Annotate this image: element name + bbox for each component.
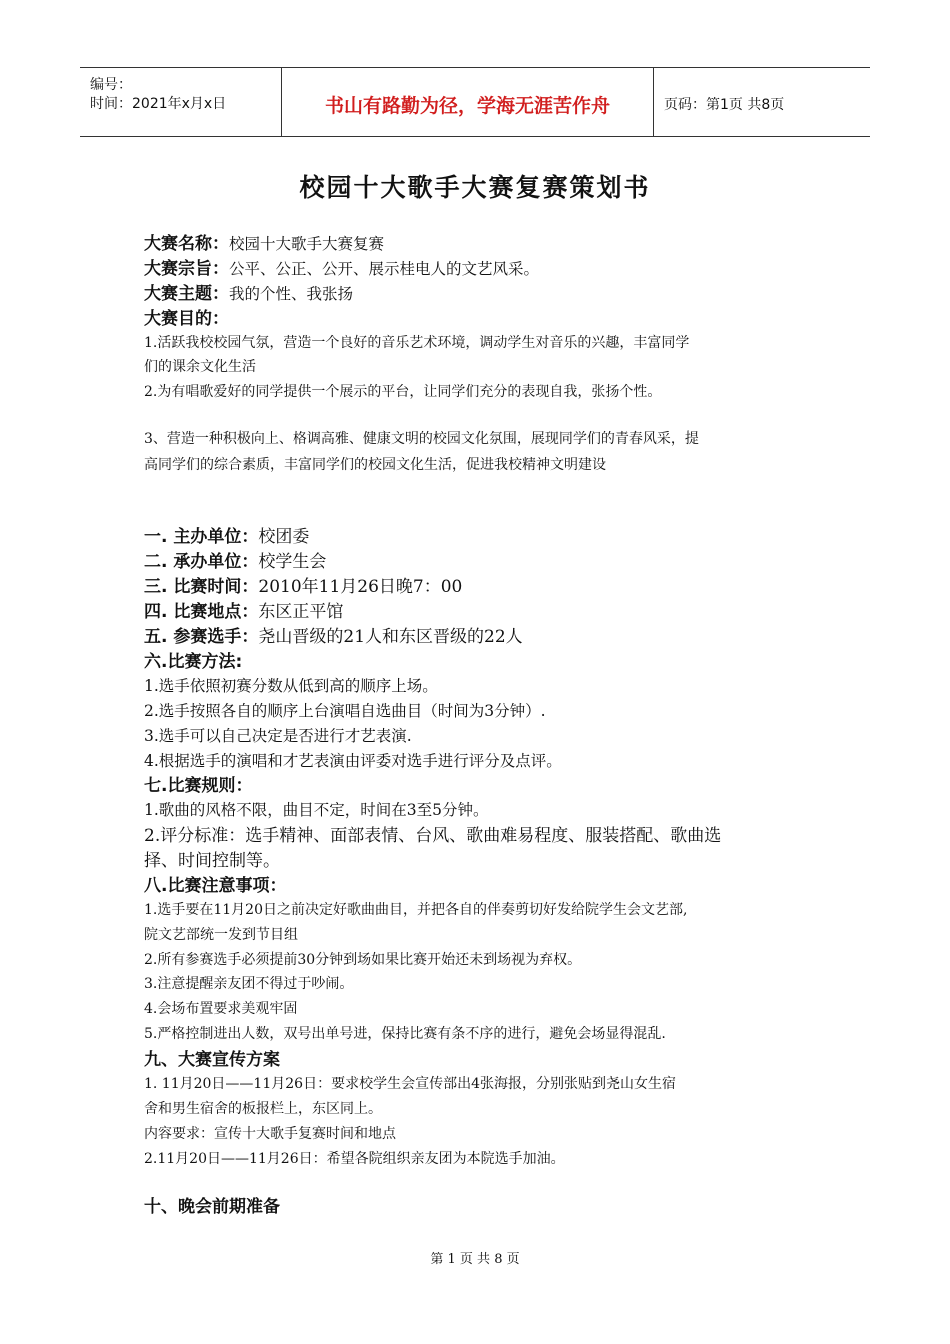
goal-1-line-b: 们的课余文化生活 (144, 359, 256, 375)
header-left-cell (80, 68, 282, 136)
section-8-item-1a: 1.选手要在11月20日之前决定好歌曲曲目，并把各自的伴奏剪切好发给院学生会文艺部, (144, 902, 688, 918)
section-6-item-2: 2.选手按照各自的顺序上台演唱自选曲目（时间为3分钟）. (144, 702, 546, 720)
document-number-label: 编号： (90, 77, 132, 93)
section-7-heading: 七.比赛规则： (144, 776, 253, 796)
section-3-value: 2010年11月26日晚7：00 (258, 577, 463, 597)
intro-name-line (144, 236, 384, 253)
section-4-label: 四. 比赛地点： (144, 602, 259, 622)
section-3-label: 三. 比赛时间： (144, 577, 259, 597)
section-9-content: 内容要求：宣传十大歌手复赛时间和地点 (144, 1126, 396, 1142)
page-footer: 第 1 页 共 8 页 (430, 1252, 520, 1267)
section-4-line (144, 604, 343, 621)
section-8-item-1b: 院文艺部统一发到节目组 (144, 927, 298, 943)
section-9-item-2: 2.11月20日——11月26日：希望各院组织亲友团为本院选手加油。 (144, 1151, 565, 1167)
section-7-item-2a: 2.评分标准：选手精神、面部表情、台风、歌曲难易程度、服装搭配、歌曲选 (144, 826, 722, 846)
intro-theme-value: 我的个性、我张扬 (229, 285, 354, 303)
section-3-line (144, 579, 462, 596)
intro-purpose-label: 大赛宗旨： (144, 259, 229, 279)
document-title: 校园十大歌手大赛复赛策划书 (299, 173, 651, 202)
document-date: 时间：2021年x月x日 (90, 96, 227, 112)
intro-theme-line (144, 286, 353, 303)
page-header (80, 67, 870, 137)
section-1-line (144, 529, 309, 546)
intro-name-label: 大赛名称： (144, 234, 229, 254)
section-4-value: 东区正平馆 (258, 602, 344, 622)
section-7-item-2b: 择、时间控制等。 (144, 851, 280, 871)
section-10-heading: 十、晚会前期准备 (144, 1197, 280, 1217)
header-motto: 书山有路勤为径，学海无涯苦作舟 (282, 68, 654, 136)
section-6-item-4: 4.根据选手的演唱和才艺表演由评委对选手进行评分及点评。 (144, 752, 562, 770)
section-9-item-1a: 1. 11月20日——11月26日：要求校学生会宣传部出4张海报，分别张贴到尧山女生宿 (144, 1076, 676, 1092)
intro-purpose-value: 公平、公正、公开、展示桂电人的文艺风采。 (229, 260, 540, 278)
section-1-label: 一. 主办单位： (144, 527, 259, 547)
section-8-item-4: 4.会场布置要求美观牢固 (144, 1001, 298, 1017)
section-8-heading: 八.比赛注意事项： (144, 876, 287, 896)
goal-3-line-a: 3、营造一种积极向上、格调高雅、健康文明的校园文化氛围，展现同学们的青春风采，提 (144, 431, 699, 447)
section-9-item-1b: 舍和男生宿舍的板报栏上，东区同上。 (144, 1101, 382, 1117)
goal-3-line-b: 高同学们的综合素质，丰富同学们的校园文化生活，促进我校精神文明建设 (144, 457, 606, 473)
section-9-heading: 九、大赛宣传方案 (144, 1050, 280, 1070)
section-8-item-5: 5.严格控制进出人数，双号出单号进，保持比赛有条不序的进行，避免会场显得混乱. (144, 1026, 666, 1042)
section-8-item-2: 2.所有参赛选手必须提前30分钟到场如果比赛开始还未到场视为弃权。 (144, 952, 582, 968)
intro-goal-label: 大赛目的： (144, 309, 229, 329)
section-6-heading: 六.比赛方法: (144, 652, 243, 672)
goal-1-line-a: 1.活跃我校校园气氛，营造一个良好的音乐艺术环境，调动学生对音乐的兴趣，丰富同学 (144, 335, 690, 351)
header-page-info: 页码：第1页 共8页 (664, 97, 785, 113)
section-6-item-3: 3.选手可以自己决定是否进行才艺表演. (144, 727, 412, 745)
intro-theme-label: 大赛主题： (144, 284, 229, 304)
section-5-value: 尧山晋级的21人和东区晋级的22人 (258, 627, 523, 647)
goal-2-line: 2.为有唱歌爱好的同学提供一个展示的平台，让同学们充分的表现自我，张扬个性。 (144, 384, 662, 400)
section-2-line (144, 554, 326, 571)
section-2-label: 二. 承办单位： (144, 552, 259, 572)
section-5-label: 五. 参赛选手： (144, 627, 259, 647)
section-1-value: 校团委 (258, 527, 310, 547)
section-6-item-1: 1.选手依照初赛分数从低到高的顺序上场。 (144, 677, 438, 695)
intro-name-value: 校园十大歌手大赛复赛 (229, 235, 385, 253)
section-8-item-3: 3.注意提醒亲友团不得过于吵闹。 (144, 976, 354, 992)
section-7-item-1: 1.歌曲的风格不限，曲目不定，时间在3至5分钟。 (144, 801, 489, 819)
section-2-value: 校学生会 (258, 552, 327, 572)
section-5-line (144, 629, 523, 646)
intro-purpose-line (144, 261, 539, 278)
